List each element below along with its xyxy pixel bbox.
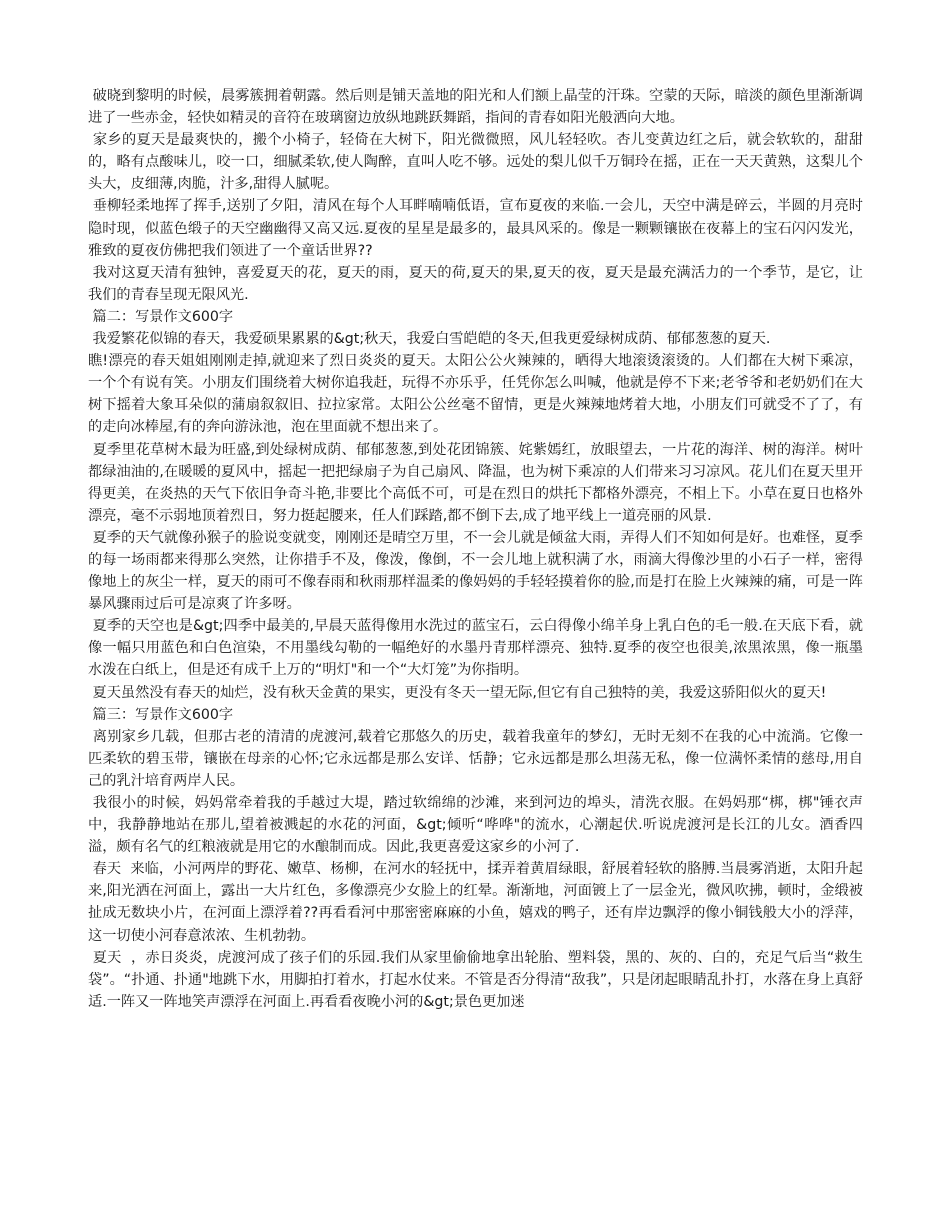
paragraph-weather: 夏季的天气就像孙猴子的脸说变就变，刚刚还是晴空万里，不一会儿就是倾盆大雨，弄得人们不知如何是好。也难怪，夏季的每一场雨都来得那么突然，让你措手不及，像泼，像倒，不一会儿地上就积满了水，雨滴大得像沙里的小石子一样，密得像地上的灰尘一样，夏天的雨可不像春雨和秋雨那样温柔的像妈妈的手轻轻摸着你的脸,而是打在脸上火辣辣的痛，可是一阵暴风骤雨过后可是凉爽了许多呀。 xyxy=(88,529,863,613)
paragraph-sky: 夏季的天空也是&gt;四季中最美的,早晨天蓝得像用水洗过的蓝宝石，云白得像小绵羊身上乳白色的毛一般.在天底下看，就像一幅只用蓝色和白色渲染，不用墨线勾勒的一幅绝好的水墨丹青那样漂亮、独特.夏季的夜空也很美,浓黑浓黑，像一瓶墨水泼在白纸上，但是还有成千上万的“明灯"和一个“大灯笼”为你指明。 xyxy=(88,618,863,679)
paragraph-hot-sun: 瞧!漂亮的春天姐姐刚刚走掉,就迎来了烈日炎炎的夏天。太阳公公火辣辣的，晒得大地滚烫滚烫的。人们都在大树下乘凉，一个个有说有笑。小朋友们围绕着大树你追我赶，玩得不亦乐乎，任凭你怎么叫喊，他就是停不下来;老爷爷和老奶奶们在大树下摇着大象耳朵似的蒲扇叙叙旧、拉拉家常。太阳公公丝毫不留情，更是火辣辣地烤着大地，小朋友们可就受不了了，有的走向冰棒屋,有的奔向游泳池，泡在里面就不想出来了。 xyxy=(88,353,863,436)
paragraph-seasons: 我爱繁花似锦的春天，我爱硕果累累的&gt;秋天，我爱白雪皑皑的冬天,但我更爱绿树成荫、郁郁葱葱的夏天. xyxy=(88,331,771,348)
paragraph-plants: 夏季里花草树木最为旺盛,到处绿树成荫、郁郁葱葱,到处花团锦簇、姹紫嫣红，放眼望去，一片花的海洋、树的海洋。树叶都绿油油的,在暖暖的夏风中，摇起一把把绿扇子为自己扇风、降温，也为树下乘凉的人们带来习习凉风。花儿们在夏天里开得更美，在炎热的天气下依旧争奇斗艳,非要比个高低不可，可是在烈日的烘托下都格外漂亮，不相上下。小草在夏日也格外漂亮，毫不示弱地顶着烈日，努力挺起腰来，任人们踩踏,都不倒下去,成了地平线上一道亮丽的风景. xyxy=(88,441,863,524)
article-body xyxy=(88,85,863,1013)
paragraph-love-summer: 我对这夏天清有独钟，喜爱夏天的花，夏天的雨，夏天的荷,夏天的果,夏天的夜，夏天是最充满活力的一个季节，是它，让我们的青春呈现无限风光. xyxy=(88,264,863,303)
paragraph-childhood: 我很小的时候，妈妈常牵着我的手越过大堤，踏过软绵绵的沙滩，来到河边的埠头，清洗衣服。在妈妈那“梆，梆"锤衣声中，我静静地站在那儿,望着被溅起的水花的河面，&gt;倾听“哗哗"的流水，心潮起伏.听说虎渡河是长江的儿女。酒香四溢，颇有名气的红粮液就是用它的水酿制而成。因此,我更喜爱这家乡的小河了. xyxy=(88,795,863,856)
paragraph-dawn: 破晓到黎明的时候，晨雾簇拥着朝露。然后则是铺天盖地的阳光和人们额上晶莹的汗珠。空蒙的天际，暗淡的颜色里渐渐调进了一些赤金，轻快如精灵的音符在玻璃窗边放纵地跳跃舞蹈，指间的青春如阳光般洒向大地。 xyxy=(88,88,863,127)
paragraph-spring: 春天 来临，小河两岸的野花、嫩草、杨柳，在河水的轻抚中，揉弄着黄眉绿眼，舒展着轻软的胳膊.当晨雾消逝，太阳升起来,阳光洒在河面上，露出一大片红色，多像漂亮少女脸上的红晕。渐渐地，河面镀上了一层金光，微风吹拂，顿时，金缎被扯成无数块小片，在河面上漂浮着??再看看河中那密密麻麻的小鱼，嬉戏的鸭子，还有岸边飘浮的像小铜钱般大小的浮萍，这一切使小河春意浓浓、生机勃勃。 xyxy=(88,861,863,944)
paragraph-summer-night: 垂柳轻柔地挥了挥手,送别了夕阳，清风在每个人耳畔喃喃低语，宣布夏夜的来临.一会儿，天空中满是碎云，半圆的月亮时隐时现，似蓝色缎子的天空幽幽得又高又远.夏夜的星星是最多的，最具风采的。像是一颗颗镶嵌在夜幕上的宝石闪闪发光，雅致的夏夜仿佛把我们领进了一个童话世界?? xyxy=(88,198,863,259)
paragraph-summer-river: 夏天 ，赤日炎炎，虎渡河成了孩子们的乐园.我们从家里偷偷地拿出轮胎、塑料袋，黑的、灰的、白的，充足气后当“救生袋”。“扑通、扑通"地跳下水，用脚拍打着水，打起水仗来。不管是否分得清“敌我”，只是闭起眼睛乱扑打，水落在身上真舒适.一阵又一阵地笑声漂浮在河面上.再看看夜晚小河的&gt;景色更加迷 xyxy=(88,949,864,1010)
section-heading-3: 篇三：写景作文600字 xyxy=(88,706,234,723)
paragraph-conclusion: 夏天虽然没有春天的灿烂，没有秋天金黄的果实，更没有冬天一望无际,但它有自己独特的美，我爱这骄阳似火的夏天! xyxy=(88,684,827,701)
section-heading-2: 篇二：写景作文600字 xyxy=(88,308,234,325)
paragraph-river-intro: 离别家乡几载，但那古老的清清的虎渡河,载着它那悠久的历史，载着我童年的梦幻，无时无刻不在我的心中流淌。它像一匹柔软的碧玉带，镶嵌在母亲的心怀;它永远都是那么安详、恬静；它永远都是那么坦荡无私，像一位满怀柔情的慈母,用自己的乳汁培育两岸人民。 xyxy=(88,728,864,789)
paragraph-hometown-summer: 家乡的夏天是最爽快的，搬个小椅子，轻倚在大树下，阳光微微照，风儿轻轻吹。杏儿变黄边红之后，就会软软的，甜甜的，略有点酸味儿，咬一口，细腻柔软,使人陶醉，直叫人吃不够。远处的梨儿似千万铜玲在摇，正在一天天黄熟，这梨儿个头大，皮细薄,肉脆，汁多,甜得人腻呢。 xyxy=(88,132,863,193)
